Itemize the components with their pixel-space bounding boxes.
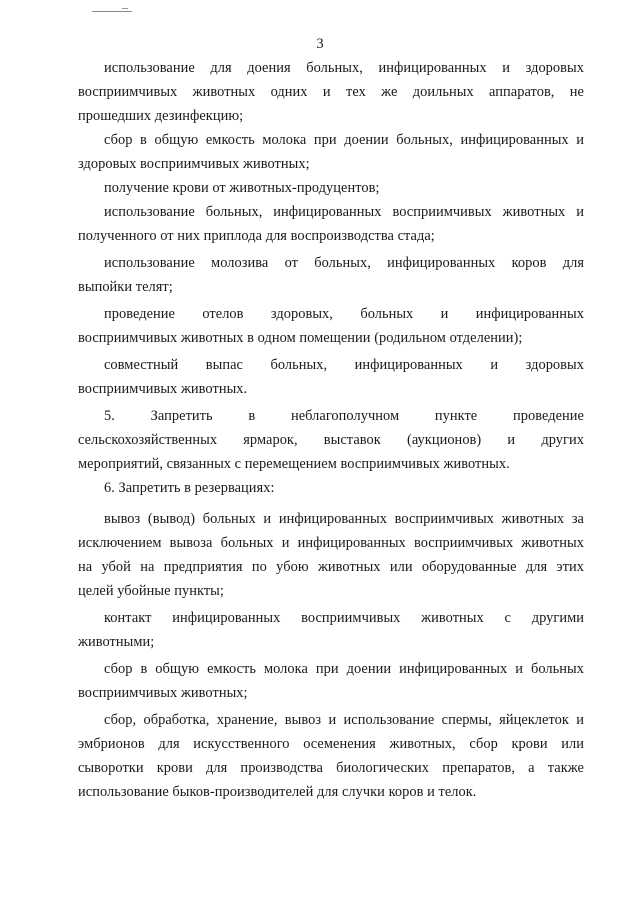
paragraph-milk-reservations bbox=[78, 657, 584, 705]
scan-artifact-line bbox=[92, 11, 132, 12]
paragraph-milking-equipment bbox=[78, 56, 584, 128]
text-line: эмбрионов для искусственного осеменения животных, сбор крови или bbox=[78, 736, 584, 752]
text-line: сыворотки крови для производства биологических препаратов, а также bbox=[78, 760, 584, 776]
text-line: сбор в общую емкость молока при доении инфицированных и больных bbox=[104, 661, 584, 677]
text-line: целей убойные пункты; bbox=[78, 583, 224, 599]
scan-artifact-dash bbox=[122, 8, 128, 9]
page-number: 3 bbox=[316, 36, 324, 52]
text-line: восприимчивых животных одних и тех же доильных аппаратов, не bbox=[78, 84, 584, 100]
text-line: получение крови от животных-продуцентов; bbox=[104, 180, 380, 196]
paragraph-blood-collection bbox=[78, 176, 584, 200]
text-line: сбор в общую емкость молока при доении больных, инфицированных и bbox=[104, 132, 584, 148]
text-line: использование молозива от больных, инфицированных коров для bbox=[104, 255, 584, 271]
paragraph-herd-reproduction bbox=[78, 200, 584, 248]
text-line: 6. Запретить в резервациях: bbox=[104, 480, 275, 496]
paragraph-sperm-embryos bbox=[78, 708, 584, 804]
text-line: мероприятий, связанных с перемещением восприимчивых животных. bbox=[78, 456, 510, 472]
paragraph-joint-grazing bbox=[78, 353, 584, 401]
paragraph-milk-collection bbox=[78, 128, 584, 176]
text-line: исключением вывоза больных и инфицированных восприимчивых животных bbox=[78, 535, 584, 551]
paragraph-item-6 bbox=[78, 476, 584, 500]
text-line: животными; bbox=[78, 634, 155, 650]
text-line: совместный выпас больных, инфицированных и здоровых bbox=[104, 357, 584, 373]
text-line: восприимчивых животных. bbox=[78, 381, 248, 397]
text-line: полученного от них приплода для воспроизводства стада; bbox=[78, 228, 435, 244]
paragraph-colostrum bbox=[78, 251, 584, 299]
text-line: восприимчивых животных в одном помещении (родильном отделении); bbox=[78, 330, 523, 346]
paragraph-item-5 bbox=[78, 404, 584, 476]
text-line: 5. Запретить в неблагополучном пункте проведение bbox=[104, 408, 584, 424]
text-line: контакт инфицированных восприимчивых животных с другими bbox=[104, 610, 584, 626]
paragraph-contact bbox=[78, 606, 584, 654]
text-line: использование для доения больных, инфицированных и здоровых bbox=[104, 60, 584, 76]
text-line: здоровых восприимчивых животных; bbox=[78, 156, 310, 172]
text-line: вывоз (вывод) больных и инфицированных восприимчивых животных за bbox=[104, 511, 584, 527]
text-line: восприимчивых животных; bbox=[78, 685, 248, 701]
text-line: сельскохозяйственных ярмарок, выставок (аукционов) и других bbox=[78, 432, 584, 448]
text-line: сбор, обработка, хранение, вывоз и использование спермы, яйцеклеток и bbox=[104, 712, 584, 728]
paragraph-calving bbox=[78, 302, 584, 350]
text-line: прошедших дезинфекцию; bbox=[78, 108, 244, 124]
text-line: на убой на предприятия по убою животных или оборудованные для этих bbox=[78, 559, 584, 575]
document-body bbox=[78, 56, 584, 804]
text-line: проведение отелов здоровых, больных и инфицированных bbox=[104, 306, 584, 322]
paragraph-removal bbox=[78, 507, 584, 603]
text-line: использование больных, инфицированных восприимчивых животных и bbox=[104, 204, 584, 220]
text-line: использование быков-производителей для случки коров и телок. bbox=[78, 784, 477, 800]
text-line: выпойки телят; bbox=[78, 279, 173, 295]
